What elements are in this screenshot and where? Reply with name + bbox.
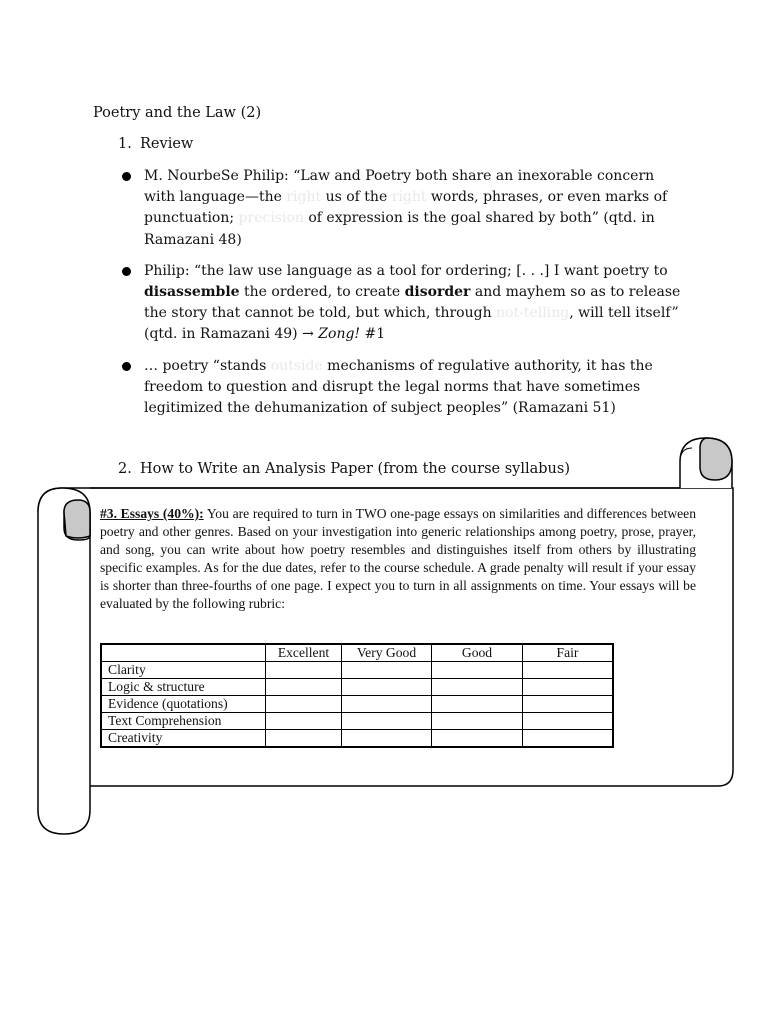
table-header-cell: Fair [523, 644, 614, 662]
table-cell [266, 730, 342, 748]
table-cell [101, 644, 266, 662]
table-row-label: Clarity [101, 662, 266, 679]
text: M. NourbeSe Philip: “Law and Poetry both share an inexorable concern with language—the [144, 168, 655, 206]
faint-word: right [391, 189, 427, 206]
bold-word: disassemble [144, 284, 240, 301]
table-cell [266, 696, 342, 713]
faint-word: outside [270, 357, 323, 374]
faint-word: not-telling [496, 305, 570, 322]
table-row [101, 730, 613, 748]
table-cell [432, 713, 523, 730]
text: the ordered, to create [239, 284, 405, 301]
essay-heading: #3. Essays (40%): [100, 506, 204, 521]
table-cell [342, 730, 432, 748]
essay-body: You are required to turn in TWO one-page essays on similarities and differences between poetry and other genres. Based on your investigation into generic relationships among poetry, prose, prayer, and song, you can write about how poetry resembles and distinguishes itself from others by illustrating specific examples. As for the due dates, refer to the course schedule. A grade penalty will result if your essay is shorter than three-fourths of one page. I expect you to turn in all assignments on time. Your essays will be evaluated by the following rubric: [100, 506, 697, 611]
rubric-table [100, 643, 614, 748]
table-row [101, 679, 613, 696]
text: of expression is the goal shared by both” (qtd. in Ramazani 48) [144, 210, 655, 248]
table-cell [523, 679, 614, 696]
table-row [101, 662, 613, 679]
section-label: Review [140, 136, 194, 152]
table-cell [342, 696, 432, 713]
table-cell [342, 679, 432, 696]
faint-word: precision [238, 210, 304, 227]
section-number: 1. [118, 136, 132, 152]
text: us of the [321, 189, 392, 206]
text: #1 [360, 326, 386, 343]
section-label: How to Write an Analysis Paper (from the course syllabus) [140, 461, 570, 477]
table-row-label: Logic & structure [101, 679, 266, 696]
table-row [101, 696, 613, 713]
text: mechanisms of regulative authority, it has the freedom to question and disrupt the legal norms that have sometimes legitimized the dehumanization of subject peoples” (Ramazani 51) [144, 357, 653, 417]
table-cell [523, 713, 614, 730]
text: , will tell itself” (qtd. in Ramazani 49) [144, 305, 679, 343]
table-row-label: Evidence (quotations) [101, 696, 266, 713]
table-cell [342, 662, 432, 679]
text: and mayhem so as to release the story that cannot be told, but which, through [144, 284, 681, 322]
table-header-cell: Good [432, 644, 523, 662]
table-row-label: Text Comprehension [101, 713, 266, 730]
table-cell [432, 679, 523, 696]
text: Philip: “the law use language as a tool for ordering; [. . .] I want poetry to [144, 262, 668, 279]
faint-word: right [286, 189, 322, 206]
table-header-row [101, 644, 613, 662]
table-cell [523, 696, 614, 713]
text: words, phrases, or even marks of punctuation; [144, 189, 668, 227]
table-cell [432, 696, 523, 713]
italic-title: Zong! [318, 326, 361, 343]
table-row [101, 713, 613, 730]
arrow-icon: → [302, 326, 314, 343]
bold-word: disorder [404, 284, 471, 301]
table-header-cell: Very Good [342, 644, 432, 662]
table-cell [266, 662, 342, 679]
table-cell [523, 662, 614, 679]
table-cell [432, 730, 523, 748]
table-cell [342, 713, 432, 730]
text: … poetry “stands [144, 357, 271, 374]
table-cell [523, 730, 614, 748]
table-cell [266, 713, 342, 730]
section-number: 2. [118, 461, 132, 477]
page-title: Poetry and the Law (2) [93, 105, 262, 121]
table-cell [266, 679, 342, 696]
table-header-cell: Excellent [266, 644, 342, 662]
essay-paragraph [100, 505, 696, 613]
table-row-label: Creativity [101, 730, 266, 748]
table-cell [432, 662, 523, 679]
